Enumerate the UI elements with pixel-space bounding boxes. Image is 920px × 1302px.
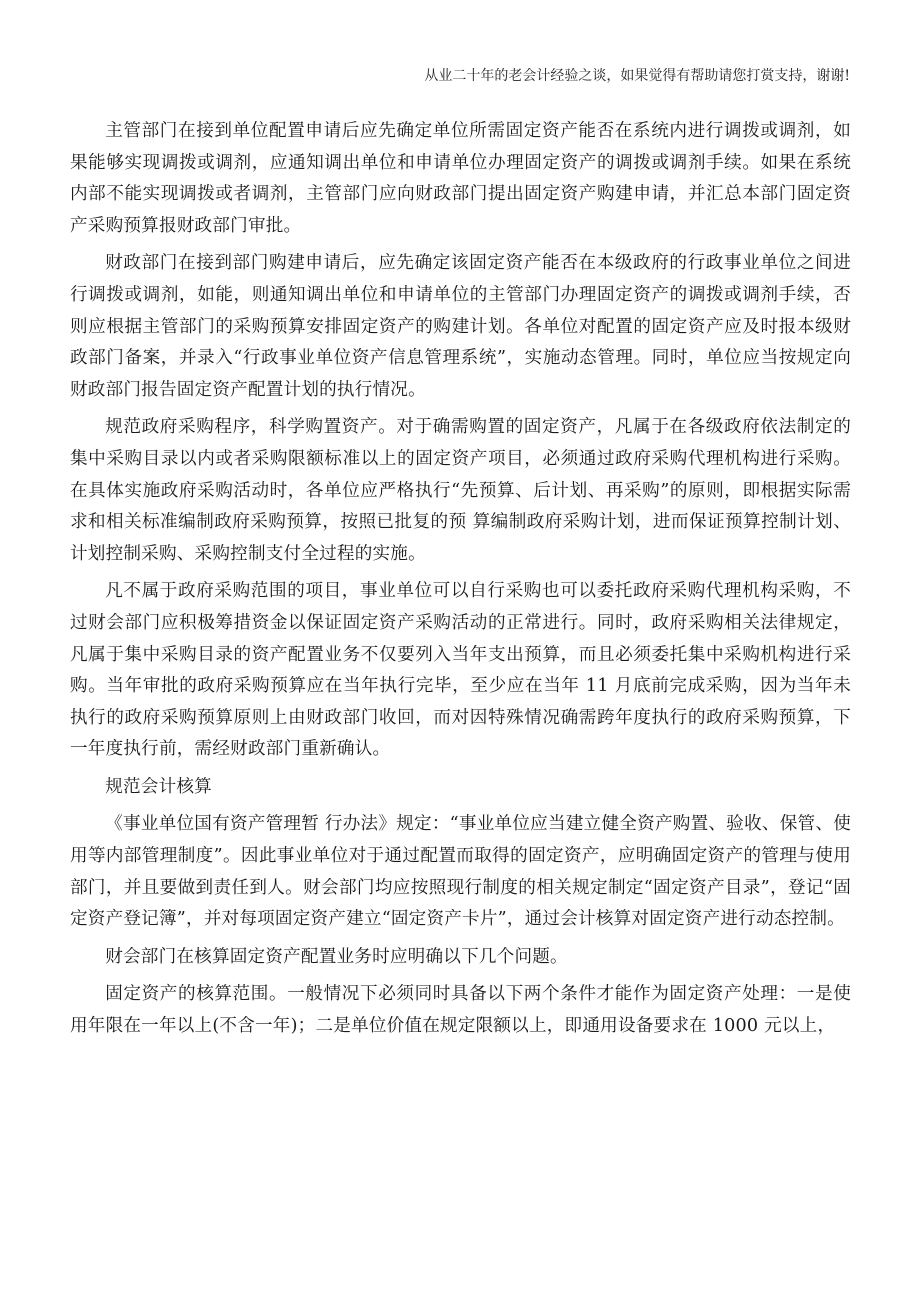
paragraph-5: 《事业单位国有资产管理暂 行办法》规定：“事业单位应当建立健全资产购置、验收、保管、使用等内部管理制度”。因此事业单位对于通过配置而取得的固定资产，应明确固定资产的管理与使用部门，并且要做到责任到人。财会部门均应按照现行制度的相关规定制定“固定资产目录”，登记“固定资产登记簿”，并对每项固定资产建立“固定资产卡片”，通过会计核算对固定资产进行动态控制。 — [70, 814, 851, 930]
header-note: 从业二十年的老会计经验之谈，如果觉得有帮助请您打赏支持，谢谢! — [424, 68, 850, 84]
paragraph-7: 固定资产的核算范围。一般情况下必须同时具备以下两个条件才能作为固定资产处理：一是使用年限在一年以上(不含一年)；二是单位价值在规定限额以上，即通用设备要求在 1000 元以上， — [70, 984, 851, 1037]
paragraph-4: 凡不属于政府采购范围的项目，事业单位可以自行采购也可以委托政府采购代理机构采购，不过财会部门应积极筹措资金以保证固定资产采购活动的正常进行。同时，政府采购相关法律规定，凡属于集中采购目录的资产配置业务不仅要列入当年支出预算，而且必须委托集中采购机构进行采购。当年审批的政府采购预算应在当年执行完毕，至少应在当年 11 月底前完成采购，因为当年未执行的政府采购预算原则上由财政部门收回，而对因特殊情况确需跨年度执行的政府采购预算，下一年度执行前，需经财政部门重新确认。 — [70, 581, 851, 760]
paragraph-3: 规范政府采购程序，科学购置资产。对于确需购置的固定资产，凡属于在各级政府依法制定的集中采购目录以内或者采购限额标准以上的固定资产项目，必须通过政府采购代理机构进行采购。在具体实施政府采购活动时，各单位应严格执行“先预算、后计划、再采购”的原则，即根据实际需求和相关标准编制政府采购预算，按照已批复的预 算编制政府采购计划，进而保证预算控制计划、计划控制采购、采购控制支付全过程的实施。 — [70, 417, 851, 564]
paragraph-1: 主管部门在接到单位配置申请后应先确定单位所需固定资产能否在系统内进行调拨或调剂，如果能够实现调拨或调剂，应通知调出单位和申请单位办理固定资产的调拨或调剂手续。如果在系统内部不能实现调拨或者调剂，主管部门应向财政部门提出固定资产购建申请，并汇总本部门固定资产采购预算报财政部门审批。 — [70, 121, 851, 236]
section-heading: 规范会计核算 — [105, 776, 212, 797]
paragraph-2: 财政部门在接到部门购建申请后，应先确定该固定资产能否在本级政府的行政事业单位之间进行调拨或调剂，如能，则通知调出单位和申请单位的主管部门办理固定资产的调拨或调剂手续，否则应根据主管部门的采购预算安排固定资产的购建计划。各单位对配置的固定资产应及时报本级财政部门备案，并录入“行政事业单位资产信息管理系统”，实施动态管理。同时，单位应当按规定向财政部门报告固定资产配置计划的执行情况。 — [70, 253, 851, 400]
document-body — [70, 116, 851, 1043]
paragraph-6: 财会部门在核算固定资产配置业务时应明确以下几个问题。 — [105, 946, 568, 967]
